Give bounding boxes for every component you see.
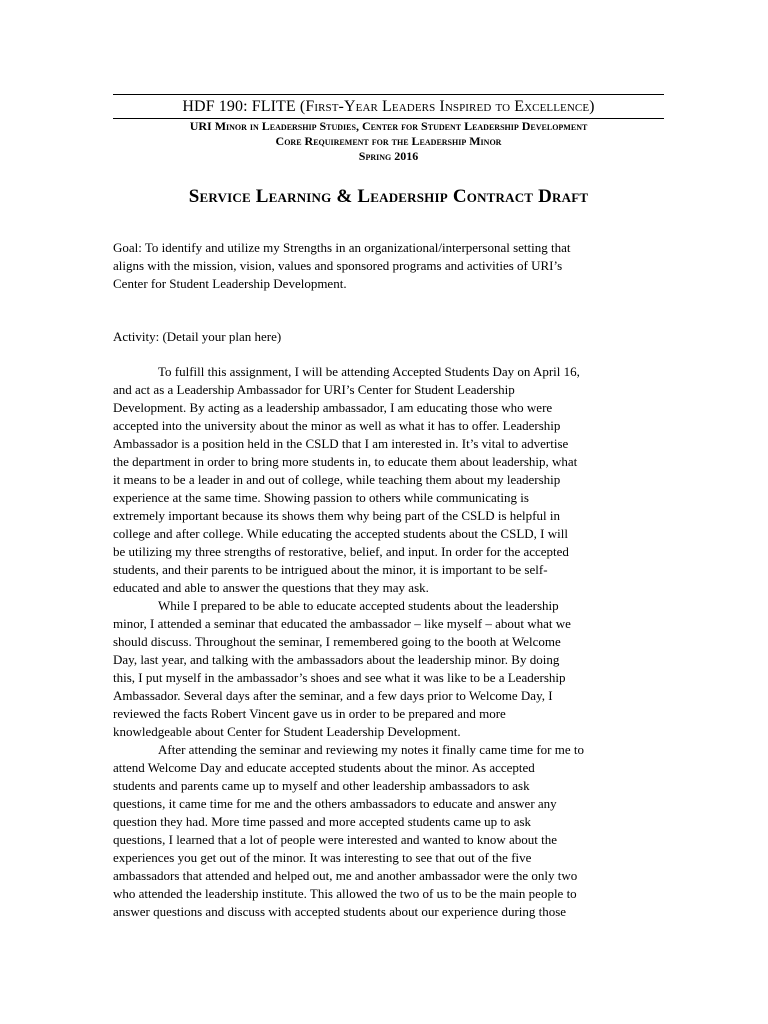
paragraph-line: college and after college. While educating the accepted students about the CSLD, I will [113,526,568,541]
paragraph-line: students, and their parents to be intrigued about the minor, it is important to be self- [113,562,548,577]
course-title: HDF 190: FLITE (First-Year Leaders Inspired to Excellence) [182,98,595,115]
paragraph-line: attend Welcome Day and educate accepted students about the minor. As accepted [113,760,535,775]
paragraph-line: this, I put myself in the ambassador’s shoes and see what it was like to be a Leadership [113,670,566,685]
paragraph-line: ambassadors that attended and helped out, me and another ambassador were the only two [113,868,578,883]
paragraph-line: educated and able to answer the questions that they may ask. [113,580,429,595]
paragraph-line: minor, I attended a seminar that educated the ambassador – like myself – about what we [113,616,571,631]
paragraph-line: reviewed the facts Robert Vincent gave us in order to be prepared and more [113,706,506,721]
goal-line: Center for Student Leadership Development. [113,276,347,291]
paragraph-line: experiences you get out of the minor. It was interesting to see that out of the five [113,850,532,865]
paragraph-line: accepted into the university about the minor as well as what it has to offer. Leadership [113,418,561,433]
paragraph-line: After attending the seminar and reviewing my notes it finally came time for me to [158,742,584,757]
paragraph-line: and act as a Leadership Ambassador for URI’s Center for Student Leadership [113,382,515,397]
paragraph-line: it means to be a leader in and out of college, while teaching them about my leadership [113,472,561,487]
paragraph-line: questions, I learned that a lot of people were interested and wanted to know about the [113,832,558,847]
body-paragraph [113,741,664,921]
paragraph-line: extremely important because its shows them why being part of the CSLD is helpful in [113,508,560,523]
term-label: Spring 2016 [358,149,419,163]
paragraph-line: knowledgeable about Center for Student Leadership Development. [113,724,461,739]
paragraph-line: experience at the same time. Showing passion to others while communicating is [113,490,529,505]
goal-line: Goal: To identify and utilize my Strengths in an organizational/interpersonal setting that [113,240,571,255]
body-paragraph [113,363,664,597]
paragraph-line: question they had. More time passed and more accepted students came up to ask [113,814,532,829]
paragraph-line: While I prepared to be able to educate accepted students about the leadership [158,598,559,613]
paragraph-line: Day, last year, and talking with the ambassadors about the leadership minor. By doing [113,652,560,667]
goal-line: aligns with the mission, vision, values and sponsored programs and activities of URI’s [113,258,563,273]
paragraph-line: answer questions and discuss with accepted students about our experience during those [113,904,567,919]
paragraph-line: should discuss. Throughout the seminar, I remembered going to the booth at Welcome [113,634,561,649]
paragraph-line: questions, it came time for me and the others ambassadors to educate and answer any [113,796,557,811]
paragraph-line: Ambassador is a position held in the CSLD that I am interested in. It’s vital to advertise [113,436,569,451]
paragraph-line: be utilizing my three strengths of restorative, belief, and input. In order for the accepted [113,544,569,559]
paragraph-line: Ambassador. Several days after the seminar, and a few days prior to Welcome Day, I [113,688,553,703]
paragraph-line: Development. By acting as a leadership ambassador, I am educating those who were [113,400,553,415]
body-paragraphs [113,363,664,921]
activity-label: Activity: (Detail your plan here) [113,329,282,344]
document-page [113,94,664,921]
program-subtitle: URI Minor in Leadership Studies, Center for Student Leadership Development [189,119,588,133]
body-paragraph [113,597,664,741]
paragraph-line: who attended the leadership institute. This allowed the two of us to be the main people to [113,886,577,901]
requirement-subtitle: Core Requirement for the Leadership Minor [275,134,502,148]
paragraph-line: students and parents came up to myself and other leadership ambassadors to ask [113,778,530,793]
paragraph-line: To fulfill this assignment, I will be attending Accepted Students Day on April 16, [158,364,580,379]
paragraph-line: the department in order to bring more students in, to educate them about leadership, what [113,454,578,469]
contract-title: Service Learning & Leadership Contract Draft [188,186,589,207]
header-top-rule [113,94,664,95]
goal-statement [113,239,664,293]
